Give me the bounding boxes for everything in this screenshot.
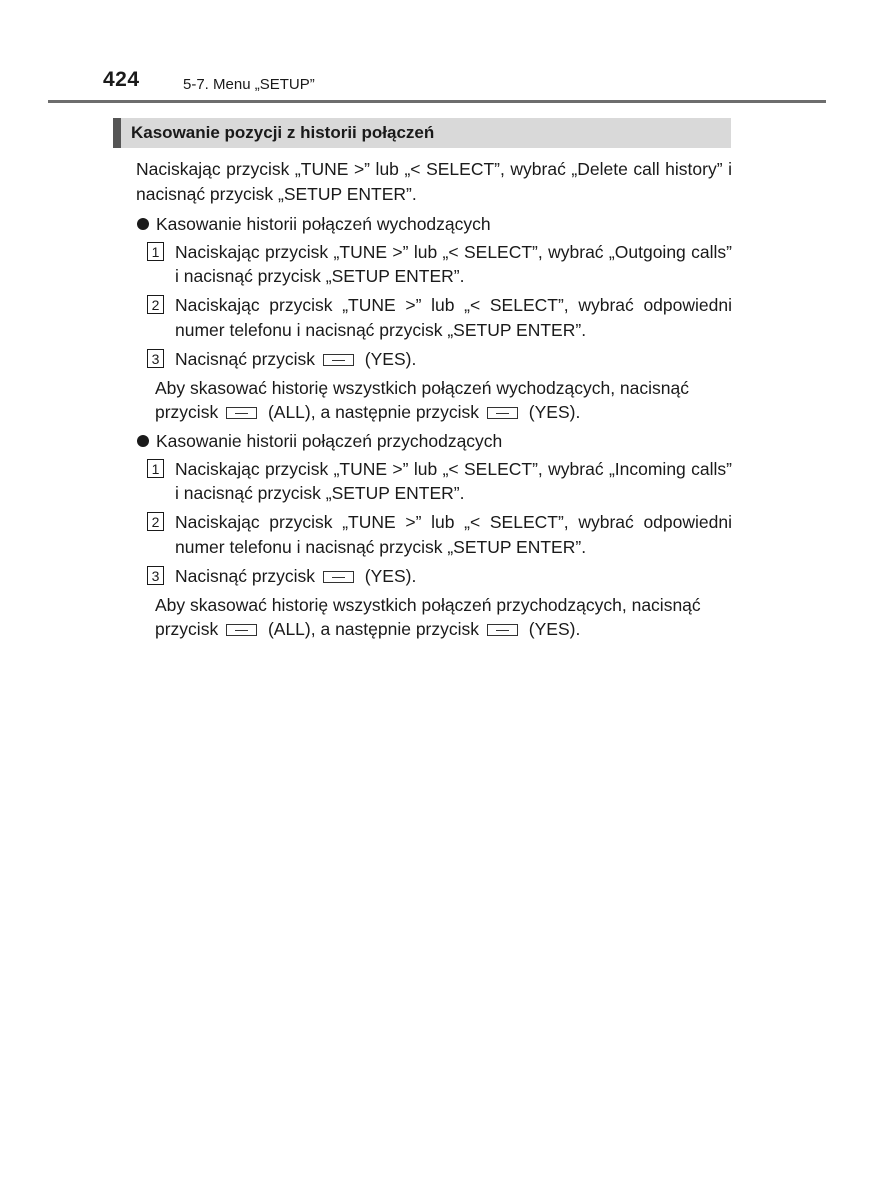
- bullet-dot-icon: [137, 435, 149, 447]
- note-part-c: (YES).: [528, 619, 581, 639]
- page-header: [0, 0, 880, 110]
- header-rule: [48, 100, 826, 103]
- all-key-icon: [226, 624, 257, 636]
- chapter-title: 5-7. Menu „SETUP”: [183, 76, 315, 93]
- note-part-c: (YES).: [528, 402, 581, 422]
- step-text: Naciskając przycisk „TUNE >” lub „< SELECT”, wybrać „Incoming calls” i nacisnąć przycisk „SETUP ENTER”.: [175, 458, 732, 503]
- note-line: Aby skasować historię wszystkich połączeń wychodzących, nacisnąć: [155, 377, 689, 398]
- yes-key-icon: [323, 571, 354, 583]
- step-text: Naciskając przycisk „TUNE >” lub „< SELECT”, wybrać odpowiedni numer telefonu i nacisnąć przycisk „SETUP ENTER”.: [175, 512, 732, 557]
- page-number: 424: [103, 68, 140, 91]
- step-text-after: (YES).: [364, 348, 417, 369]
- step-number: 3: [147, 349, 164, 368]
- step-item: [136, 293, 732, 342]
- note-paragraph: [136, 376, 732, 425]
- note-part-a: przycisk: [155, 619, 219, 639]
- note-line: Aby skasować historię wszystkich połączeń przychodzących, nacisnąć: [155, 594, 701, 615]
- step-text: Naciskając przycisk „TUNE >” lub „< SELECT”, wybrać odpowiedni numer telefonu i nacisnąć przycisk „SETUP ENTER”.: [175, 295, 732, 340]
- bullet-incoming: [136, 429, 732, 454]
- note-part-a: przycisk: [155, 402, 219, 422]
- step-item: [136, 510, 732, 559]
- bullet-outgoing: [136, 212, 732, 237]
- bullet-title: Kasowanie historii połączeń przychodzących: [156, 431, 503, 451]
- intro-paragraph: Naciskając przycisk „TUNE >” lub „< SELECT”, wybrać „Delete call history” i nacisnąć przycisk „SETUP ENTER”.: [136, 159, 732, 204]
- step-text-before: Nacisnąć przycisk: [175, 565, 316, 586]
- step-item: [136, 347, 732, 372]
- bullet-title: Kasowanie historii połączeń wychodzących: [156, 214, 491, 234]
- all-key-icon: [226, 407, 257, 419]
- note-paragraph: [136, 593, 732, 642]
- step-number: 3: [147, 566, 164, 585]
- step-text-after: (YES).: [364, 565, 417, 586]
- step-number: 1: [147, 242, 164, 261]
- note-part-b: (ALL), a następnie przycisk: [267, 619, 480, 639]
- yes-key-icon: [487, 407, 518, 419]
- step-item: [136, 240, 732, 289]
- bullet-dot-icon: [137, 218, 149, 230]
- heading-accent-bar: [113, 118, 121, 148]
- step-number: 2: [147, 512, 164, 531]
- step-number: 2: [147, 295, 164, 314]
- step-item: [136, 564, 732, 589]
- step-item: [136, 457, 732, 506]
- section-heading: [113, 118, 731, 148]
- section-title: Kasowanie pozycji z historii połączeń: [131, 123, 435, 142]
- yes-key-icon: [323, 354, 354, 366]
- note-part-b: (ALL), a następnie przycisk: [267, 402, 480, 422]
- step-number: 1: [147, 459, 164, 478]
- step-text-before: Nacisnąć przycisk: [175, 348, 316, 369]
- content: [136, 157, 732, 646]
- yes-key-icon: [487, 624, 518, 636]
- step-text: Naciskając przycisk „TUNE >” lub „< SELECT”, wybrać „Outgoing calls” i nacisnąć przycisk „SETUP ENTER”.: [175, 241, 732, 286]
